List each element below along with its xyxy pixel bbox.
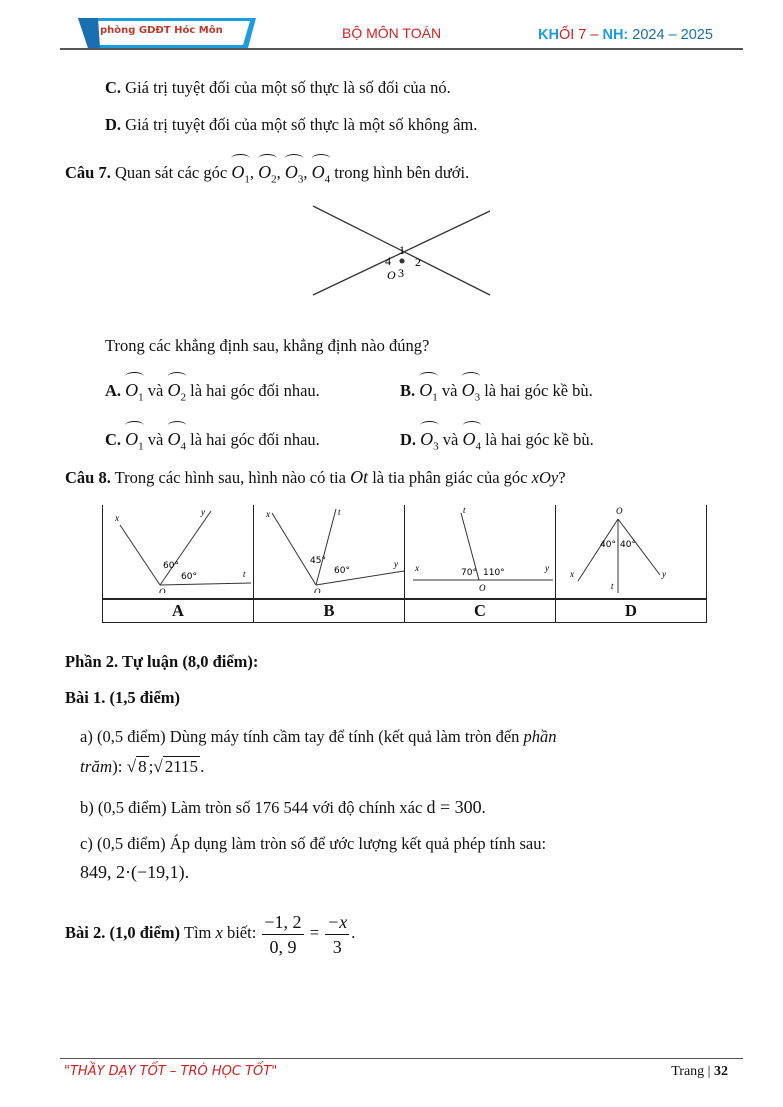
q7-prompt: Trong các khẳng định sau, khẳng định nào đúng?	[105, 336, 430, 355]
svg-text:t: t	[611, 581, 614, 591]
svg-text:60°: 60°	[163, 561, 179, 571]
q7-figure	[300, 198, 500, 298]
q8-figure-c	[405, 505, 556, 599]
bai1-a-line2: trăm): √ 8 ;√ 2115 .	[80, 757, 205, 776]
page-number: Trang | 32	[671, 1064, 728, 1079]
grade-year: KHỐI 7 – NH: 2024 – 2025	[538, 27, 713, 43]
header-badge: phòng GDĐT Hóc Môn	[100, 25, 223, 36]
q8-question: Câu 8. Trong các hình sau, hình nào có tia Ot là tia phân giác của góc xOy?	[65, 467, 566, 487]
q7-question: Câu 7. Quan sát các góc $O_1$, $O_2$, $O_3$, $O_4$ trong hình bên dưới.	[65, 158, 469, 190]
svg-text:y: y	[662, 569, 666, 579]
q7-option-a: A. $O_1$ và $O_2$ là hai góc đối nhau.	[105, 376, 320, 408]
svg-text:60°: 60°	[181, 572, 197, 582]
q7-option-d: D. $O_3$ và $O_4$ là hai góc kề bù.	[400, 425, 594, 457]
svg-text:t: t	[463, 505, 466, 515]
q7-label-3: 3	[398, 266, 404, 280]
svg-text:y: y	[545, 563, 549, 573]
part2-heading: Phần 2. Tự luận (8,0 điểm):	[65, 652, 259, 671]
svg-text:110°: 110°	[483, 568, 505, 578]
bai1-a-line1: a) (0,5 điểm) Dùng máy tính cầm tay để tính (kết quả làm tròn đến phần	[80, 727, 557, 746]
svg-text:O: O	[314, 587, 321, 593]
q8-figure-table	[102, 505, 707, 623]
svg-text:O: O	[159, 587, 166, 593]
q7-option-c: C. $O_1$ và $O_4$ là hai góc đối nhau.	[105, 425, 320, 457]
svg-text:x: x	[415, 563, 419, 573]
q6-option-d: D. Giá trị tuyệt đối của một số thực là một số không âm.	[105, 115, 478, 134]
svg-text:70°: 70°	[461, 568, 477, 578]
bai1-c-expr: 849, 2·(−19,1).	[80, 862, 190, 882]
svg-text:x: x	[570, 569, 574, 579]
svg-text:O: O	[479, 583, 486, 593]
footer-rule	[60, 1058, 743, 1059]
svg-text:40°: 40°	[620, 540, 636, 550]
svg-text:x: x	[266, 509, 270, 519]
q7-label-1: 1	[399, 243, 405, 257]
q7-label-o: O	[387, 268, 396, 282]
q8-label-a: A	[103, 599, 254, 623]
svg-text:t: t	[338, 507, 341, 517]
svg-text:t: t	[243, 569, 246, 579]
svg-text:60°: 60°	[334, 566, 350, 576]
footer-motto: "THẦY DẠY TỐT – TRÒ HỌC TỐT"	[64, 1064, 278, 1079]
svg-text:y: y	[201, 507, 205, 517]
bai1-heading: Bài 1. (1,5 điểm)	[65, 688, 181, 707]
department-title: BỘ MÔN TOÁN	[342, 25, 442, 41]
svg-text:45°: 45°	[310, 556, 326, 566]
q8-figure-b	[254, 505, 405, 599]
q7-option-b: B. $O_1$ và $O_3$ là hai góc kề bù.	[400, 376, 593, 408]
q8-figure-d	[556, 505, 707, 599]
q7-label-4: 4	[385, 254, 391, 268]
q8-label-d: D	[556, 599, 707, 623]
q7-label-2: 2	[415, 255, 421, 269]
q6-option-c: C. Giá trị tuyệt đối của một số thực là số đối của nó.	[105, 78, 451, 97]
q8-label-c: C	[405, 599, 556, 623]
svg-text:y: y	[394, 559, 398, 569]
q8-figure-a	[103, 505, 254, 599]
bai1-b: b) (0,5 điểm) Làm tròn số 176 544 với độ chính xác d = 300.	[80, 797, 486, 817]
q8-label-b: B	[254, 599, 405, 623]
svg-text:O: O	[616, 506, 623, 516]
svg-text:x: x	[115, 513, 119, 523]
header-rule	[60, 48, 743, 50]
bai2-line: Bài 2. (1,0 điểm) Tìm x biết: $\frac{-1, 2}{0, 9}$ = $\frac{-x}{3}$ .	[65, 911, 356, 957]
bai1-c-line1: c) (0,5 điểm) Áp dụng làm tròn số để ước lượng kết quả phép tính sau:	[80, 834, 547, 853]
svg-text:40°: 40°	[600, 540, 616, 550]
